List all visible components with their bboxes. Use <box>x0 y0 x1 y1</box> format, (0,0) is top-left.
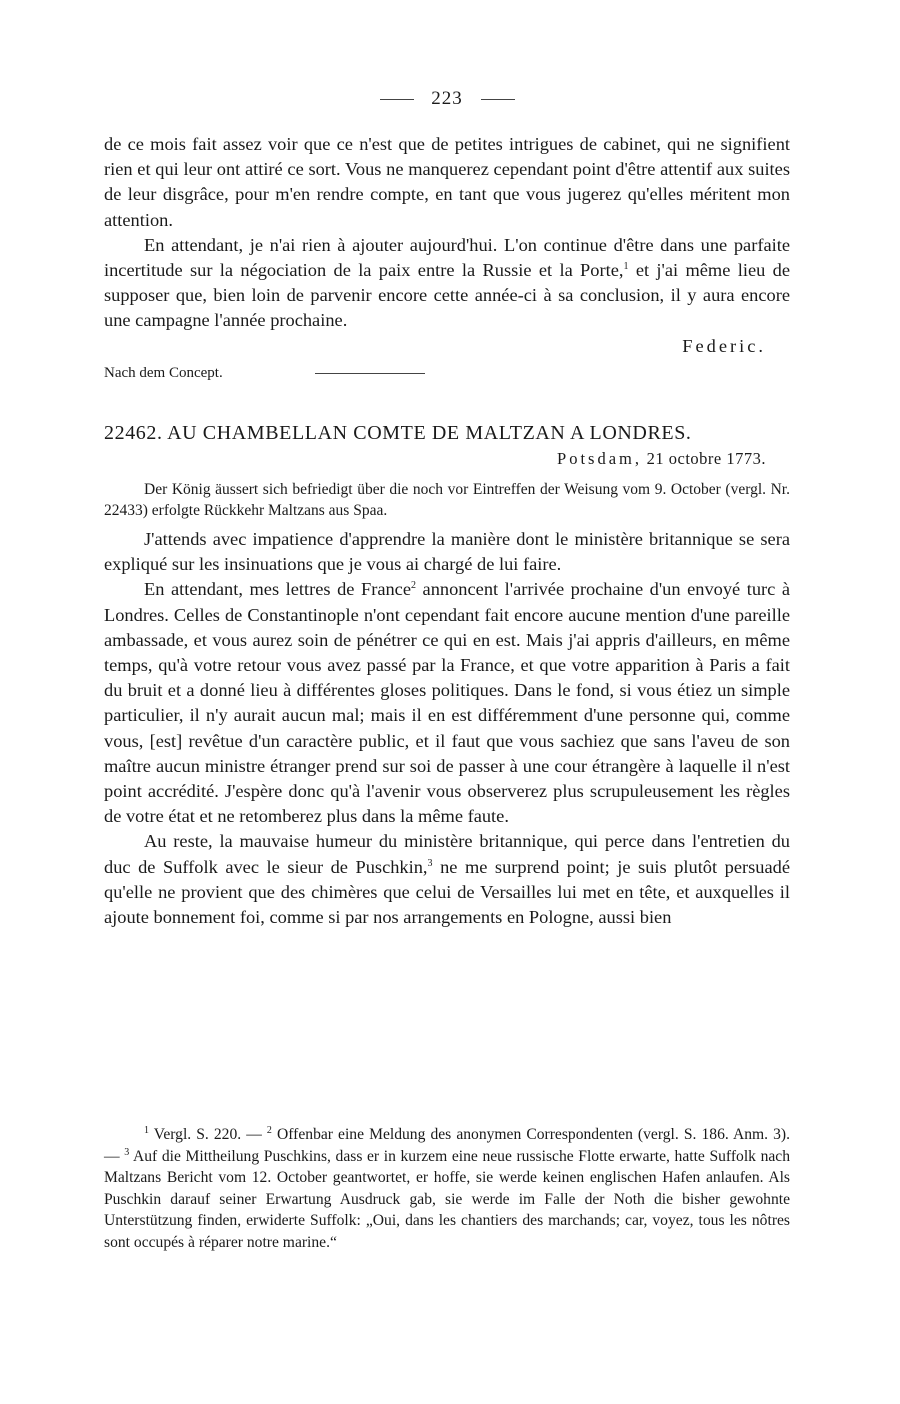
letter-number: 22462. <box>104 422 163 445</box>
footnote-3-mark: 3 <box>124 1146 130 1158</box>
continuation-paragraph-2 <box>104 233 790 334</box>
letter-paragraph-3 <box>104 829 790 930</box>
footnote-block <box>104 1124 790 1254</box>
dateline <box>104 449 790 469</box>
footnote-1-mark: 1 <box>144 1124 149 1136</box>
letter-paragraph-2 <box>104 577 790 829</box>
dateline-date: 21 octobre 1773. <box>646 449 766 469</box>
footnotes <box>104 1124 790 1254</box>
footnote-1: Vergl. S. 220. — <box>153 1126 262 1143</box>
continuation-paragraph-2-text: En attendant, je n'ai rien à ajouter aujourd'hui. L'on continue d'être dans une parfaite incertitude sur la négociation de la paix entre la Russie et la Porte, <box>104 234 790 281</box>
page-header <box>104 88 790 110</box>
letter-paragraph-2-tail: annoncent l'arrivée prochaine d'un envoyé turc à Londres. Celles de Constantinople n'ont cependant fait encore aucune mention d'une pareille ambassade, et vous aurez soin de pénétrer ce qui en est. Mais j'ai appris d'ailleurs, en même temps, qu'à votre retour vous avez passé par la France, et que votre apparition à Paris a fait du bruit et a donné lieu à différentes gloses politiques. Dans le fond, si vous étiez un simple particulier, il n'y aurait aucun mal; mais il en est différemment d'une personne qui, comme vous, [est] revêtue d'un caractère public, et il faut que vous sachiez que sans l'aveu de son maître aucun ministre étranger prend sur soi de passer à une cour étrangère à laquelle il n'est point accrédité. J'espère donc qu'à l'avenir vous observerez plus scrupuleusement les règles de votre état et ne retomberez plus dans la même faute. <box>104 579 790 827</box>
continuation-paragraph-2-tail: et j'ai même lieu de supposer que, bien loin de parvenir encore cette année-ci à sa conclusion, il y aura encore une campagne l'année prochaine. <box>104 260 790 331</box>
page <box>104 88 790 930</box>
signature: Federic. <box>682 335 766 356</box>
letter-body <box>104 527 790 930</box>
letter-heading <box>104 422 790 445</box>
source-note-row <box>104 361 790 386</box>
letter-title: AU CHAMBELLAN COMTE DE MALTZAN A LONDRES. <box>167 422 692 445</box>
footnote-2-mark: 2 <box>266 1124 272 1136</box>
source-note: Nach dem Concept. <box>104 364 223 381</box>
letter-paragraph-3-tail: ne me surprend point; je suis plutôt persuadé qu'elle ne provient que des chimères que celui de Versailles lui met en tête, et auxquelles il ajoute bonnement foi, comme si par nos arrangements en Pologne, aussi bien <box>104 856 790 928</box>
continuation-paragraph-1: de ce mois fait assez voir que ce n'est que de petites intrigues de cabinet, qui ne signifient rien et qui leur ont attiré ce sort. Vous ne manquerez cependant point d'être attentif aux suites de leur disgrâce, pour m'en rendre compte, en tant que vous jugerez qu'elles méritent mon attention. <box>104 134 790 230</box>
header-dash-left <box>380 99 414 100</box>
footnote-mark-2: 2 <box>411 580 417 592</box>
header-dash-right <box>481 99 515 100</box>
dateline-place: Potsdam, <box>557 449 643 469</box>
footnote-2: Offenbar eine Meldung des anonymen Correspondenten (vergl. S. 186. Anm. 3). — <box>104 1126 791 1165</box>
letter-paragraph-2-text: En attendant, mes lettres de France <box>144 579 412 600</box>
continuation-text <box>104 132 790 386</box>
footnote-mark-3: 3 <box>427 857 433 869</box>
letter-summary: Der König äussert sich befriedigt über die noch vor Eintreffen der Weisung vom 9. October (vergl. Nr. 22433) erfolgte Rückkehr Maltzans aus Spaa. <box>104 481 790 520</box>
footnote-3: Auf die Mittheilung Puschkins, dass er in kurzem eine neue russische Flotte erwarte, hatte Suffolk nach Maltzans Bericht vom 12. October geantwortet, er hoffe, sie werde keinen englischen Hafen anlaufen. Als Puschkin darauf seiner Erwartung Ausdruck gab, sie werde im Falle der Noth die bisher gewohnte Unterstützung finden, erwiderte Suffolk: „Oui, dans les chantiers des marchands; car, voyez, tous les nôtres sont occupés à réparer notre marine.“ <box>104 1147 791 1251</box>
page-number: 223 <box>431 88 463 109</box>
section-separator <box>315 373 425 374</box>
signature-row <box>104 334 790 359</box>
footnote-mark-1: 1 <box>623 260 629 272</box>
letter-paragraph-1: J'attends avec impatience d'apprendre la manière dont le ministère britannique se sera expliqué sur les insinuations que je vous ai chargé de lui faire. <box>104 529 790 575</box>
letter-paragraph-3-text: Au reste, la mauvaise humeur du ministère britannique, qui perce dans l'entretien du duc de Suffolk avec le sieur de Puschkin, <box>104 831 790 877</box>
